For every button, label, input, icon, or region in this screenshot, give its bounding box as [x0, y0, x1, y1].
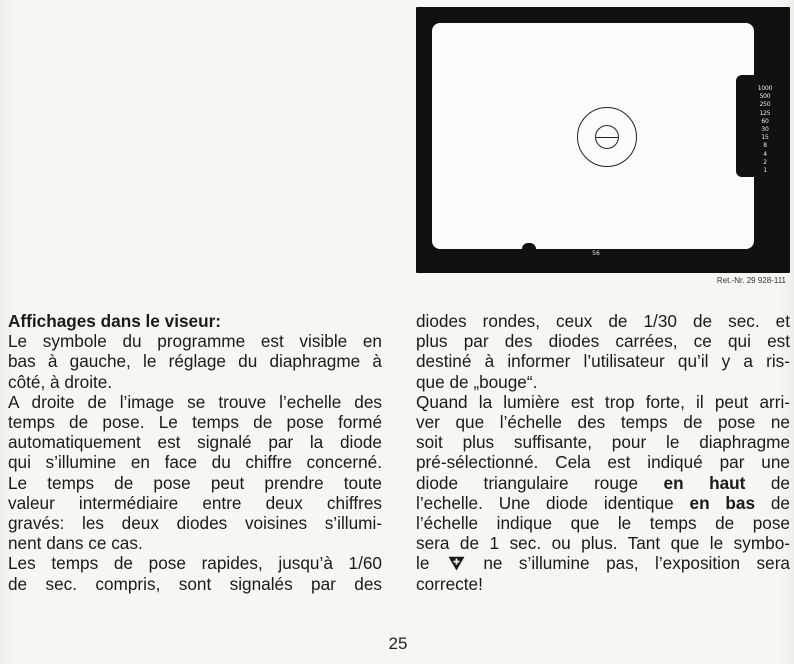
shutter-speed-label: 1 — [763, 167, 767, 175]
viewfinder-figure — [416, 7, 790, 273]
text-line: Le symbole du programme est visible en — [8, 331, 382, 352]
text-line: soit plus suffisante, pour le diaphragme — [416, 432, 790, 453]
text-line — [416, 553, 790, 573]
text-line: Les temps de pose rapides, jusqu’à 1/60 — [8, 553, 382, 574]
text-fragment: de — [745, 472, 790, 493]
text-line: gravés: les deux diodes voisines s’illumi- — [8, 513, 382, 534]
text-fragment: ne s’illumine pas, l’exposition sera — [466, 553, 790, 574]
text-line: que de „bouge“. — [416, 371, 538, 392]
shutter-speed-label: 15 — [761, 134, 769, 142]
text-line: Quand la lumière est trop forte, il peut arri- — [416, 391, 790, 412]
shutter-speed-label: 60 — [761, 117, 769, 125]
split-image-circle — [595, 125, 619, 149]
text-line: de sec. compris, sont signalés par des — [8, 573, 382, 594]
emphasis-en-bas: en bas — [689, 492, 756, 513]
text-line — [416, 473, 790, 493]
section-heading: Affichages dans le viseur: — [8, 311, 222, 331]
emphasis-en-haut: en haut — [663, 472, 746, 493]
page-number: 25 — [388, 634, 408, 653]
program-symbol-notch — [522, 243, 536, 249]
scale-notch — [736, 75, 754, 177]
text-line: pré-sélectionné. Cela est indiqué par une — [416, 452, 790, 473]
text-line: A droite de l’image se trouve l’echelle des — [8, 391, 382, 412]
text-line: diodes rondes, ceux de 1/30 de sec. et — [416, 311, 790, 331]
shutter-speed-label: 30 — [761, 126, 769, 134]
text-line: correcte! — [416, 573, 483, 594]
text-line: plus par des diodes carrées, ce qui est — [416, 331, 790, 352]
text-fragment: le — [416, 553, 446, 574]
text-line: côté, à droite. — [8, 371, 113, 392]
text-fragment: de — [755, 492, 790, 513]
warning-triangle-icon — [448, 556, 465, 571]
shutter-speed-label: 125 — [759, 109, 771, 117]
shutter-speed-scale — [757, 85, 773, 175]
text-line: destiné à informer l’utilisateur qu’il y a ris- — [416, 351, 790, 372]
text-line: l’échelle indique que le temps de pose — [416, 513, 790, 534]
shutter-speed-label: 8 — [763, 142, 767, 150]
text-line — [416, 493, 790, 513]
text-line: valeur intermédiaire entre deux chiffres — [8, 492, 382, 513]
shutter-speed-label: 1000 — [757, 85, 773, 92]
text-line: sera de 1 sec. ou plus. Tant que le symbo- — [416, 533, 790, 554]
figure-reference: Ret.-Nr. 29 928-111 — [716, 276, 786, 285]
text-line: nent dans ce cas. — [8, 533, 143, 554]
text-line: ver que l’échelle des temps de pose ne — [416, 412, 790, 433]
text-line: qui s’illumine en face du chiffre concerné. — [8, 452, 382, 473]
shutter-speed-label: 500 — [759, 93, 771, 101]
right-column — [416, 311, 790, 594]
shutter-speed-label: 4 — [763, 150, 767, 158]
text-line: temps de pose. Le temps de pose formé — [8, 412, 382, 433]
text-line: automatiquement est signalé par la diode — [8, 432, 382, 453]
viewfinder-image-field — [432, 23, 754, 249]
text-line: Le temps de pose peut prendre toute — [8, 472, 382, 493]
left-column — [8, 311, 382, 594]
aperture-readout: 56 — [592, 250, 600, 257]
shutter-speed-label: 2 — [763, 158, 767, 166]
text-line: bas à gauche, le réglage du diaphragme à — [8, 351, 382, 372]
text-fragment: l’echelle. Une diode identique — [416, 492, 690, 513]
shutter-speed-label: 250 — [759, 101, 771, 109]
text-fragment: diode triangulaire rouge — [416, 472, 664, 493]
